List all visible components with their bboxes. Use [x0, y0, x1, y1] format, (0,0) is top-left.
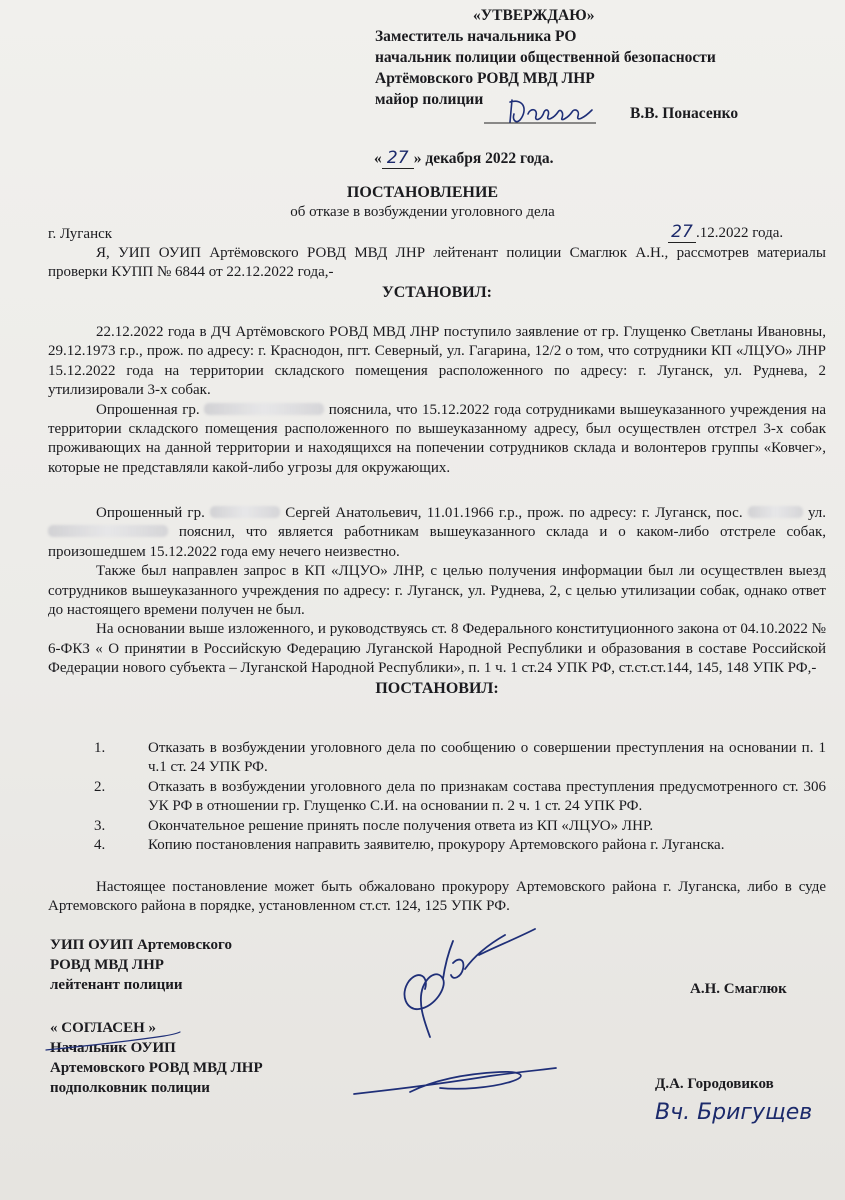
document-title: ПОСТАНОВЛЕНИЕ: [346, 184, 499, 201]
decision-item: 1. Отказать в возбуждении уголовного дела по сообщению о совершении преступления на основании п. 1 ч.1 ст. 24 УПК РФ.: [94, 740, 826, 776]
document-city: г. Луганск: [48, 226, 113, 242]
document-subtitle: об отказе в возбуждении уголовного дела: [290, 204, 555, 220]
redacted-surname: [204, 403, 324, 415]
signer-2-block: « СОГЛАСЕН » Начальник ОУИП Артемовского РОВД МВД ЛНР подполковник полиции: [50, 1020, 263, 1096]
paragraph-witness-2: Опрошенный гр. Сергей Анатольевич, 11.01.1966 г.р., прож. по адресу: г. Луганск, пос. ул. пояснил, что является работникам вышеуказанного склада и о каком-либо отстреле собак, произошедшем 15.12.2022 года ему нечего неизвестно.: [48, 505, 827, 560]
paragraph-witness-1: Опрошенная гр. пояснила, что 15.12.2022 года сотрудниками вышеуказанного учреждения на территории складского помещения расположенного по вышеуказанному адресу, был осуществлен отстрел 3-х собак проживающих на данной территории и находящихся на попечении сотрудников склада и волонтеров группы «Ковчег», которые не представляли какой-либо угрозы для окружающих.: [48, 401, 827, 476]
findings-section: [48, 323, 826, 478]
signer-1-name: А.Н. Смаглюк: [690, 981, 787, 997]
decision-item: 4. Копию постановления направить заявителю, прокурору Артемовского района г. Луганска.: [94, 837, 725, 854]
signer-1-block: УИП ОУИП Артемовского РОВД МВД ЛНР лейтенант полиции: [50, 937, 232, 993]
appeal-paragraph: Настоящее постановление может быть обжаловано прокурору Артемовского района г. Луганска, либо в суде Артемовского района в порядке, установленном ст.ст. 124, 125 УПК РФ.: [48, 879, 826, 915]
decisions-list: [48, 739, 826, 855]
approval-line-2: начальник полиции общественной безопасности: [375, 49, 716, 66]
appeal-section: [48, 878, 826, 917]
approval-date-day: 27: [382, 148, 414, 169]
redacted-street: [48, 525, 168, 537]
approval-stamp: «УТВЕРЖДАЮ»: [473, 7, 595, 24]
decision-item: 2. Отказать в возбуждении уголовного дела по признакам состава преступления предусмотренного ст. 306 УК РФ в отношении гр. Глущенко С.И. на основании п. 2 ч. 1 ст. 24 УПК РФ.: [94, 778, 826, 815]
approval-line-4: майор полиции: [375, 91, 484, 108]
paragraph-basis: На основании выше изложенного, и руководствуясь ст. 8 Федерального конституционного закона от 04.10.2022 № 6-ФКЗ « О принятии в Российскую Федерацию Луганской Народной Республики и образования в составе Российской Федерации нового субъекта – Луганской Народной Республики», п. 1 ч. 1 ст.24 УПК РФ, ст.ст.ст.144, 145, 148 УПК РФ,-: [48, 621, 826, 677]
paragraph-request: Также был направлен запрос в КП «ЛЦУО» ЛНР, с целью получения информации был ли осуществлен выезд сотрудников вышеуказанного учреждения по адресу: г. Луганск, ул. Руднева, 2, с целью утилизации собак, однако ответ до настоящего времени получен не был.: [48, 563, 826, 619]
approval-line-3: Артёмовского РОВД МВД ЛНР: [375, 70, 595, 87]
signer-2-name: Д.А. Городовиков: [655, 1076, 774, 1092]
paragraph-statement: 22.12.2022 года в ДЧ Артёмовского РОВД МВД ЛНР поступило заявление от гр. Глущенко Светланы Ивановны, 29.12.1973 г.р., прож. по адресу: г. Краснодон, пгт. Северный, ул. Гагарина, 12/2 о том, что сотрудники КП «ЛЦУО» ЛНР 15.12.2022 года на территории складского помещения расположенного по адресу: г. Луганск, ул. Руднева, 2 утилизировали 3-х собак.: [48, 324, 826, 399]
decision-item: 3. Окончательное решение принять после получения ответа из КП «ЛЦУО» ЛНР.: [94, 817, 654, 834]
approver-name: В.В. Понасенко: [630, 105, 739, 122]
approval-line-1: Заместитель начальника РО: [375, 28, 577, 45]
findings-section-2: [48, 504, 826, 698]
redacted-surname-2: [210, 506, 280, 518]
intro-paragraph: Я, УИП ОУИП Артёмовского РОВД МВД ЛНР лейтенант полиции Смаглюк А.Н., рассмотрев материалы проверки КУПП № 6844 от 22.12.2022 года,-: [48, 245, 826, 281]
approval-block: [375, 5, 716, 110]
approver-signature: [484, 96, 604, 132]
established-heading: УСТАНОВИЛ:: [382, 283, 492, 301]
decided-heading: ПОСТАНОВИЛ:: [375, 679, 499, 697]
intro-section: [48, 244, 826, 302]
handwritten-note: Вч. Бригущев: [655, 1100, 813, 1125]
signer-1-signature: [395, 925, 545, 1040]
document-date: 27 .12.2022 года.: [668, 222, 783, 243]
signer-2-signature: [350, 1062, 560, 1102]
redacted-settlement: [748, 506, 803, 518]
approval-date: « 27 » декабря 2022 года.: [374, 148, 554, 168]
strike-through-mark: [44, 1028, 184, 1058]
document-date-day: 27: [668, 222, 696, 243]
